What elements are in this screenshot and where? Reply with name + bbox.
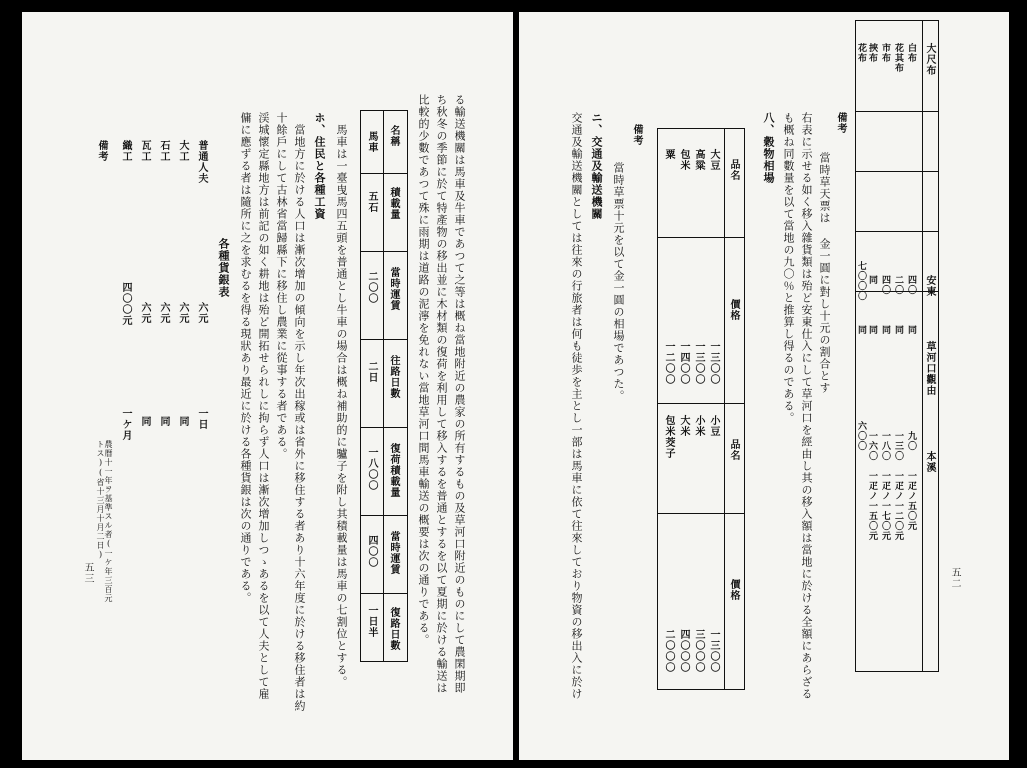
remark-line: 當時草天票は 金一圓に對し十元の割合とす xyxy=(818,152,831,394)
table-cell: 市布 xyxy=(880,43,890,63)
table-cell: 四〇〇 xyxy=(366,535,377,568)
table-divider xyxy=(724,129,725,689)
wage-period: 同 xyxy=(158,416,169,427)
price-table xyxy=(855,20,939,672)
table-cell: 四〇 xyxy=(880,275,890,295)
table-cell: 粟 xyxy=(663,149,674,160)
wage-period: 同 xyxy=(177,416,188,427)
wage-value: 六元 xyxy=(177,302,188,324)
remark-label: 備考 xyxy=(835,112,846,134)
left-page xyxy=(22,12,513,760)
table-cell: 二日 xyxy=(366,361,377,383)
table-divider xyxy=(383,111,384,661)
wage-name: 織工 xyxy=(120,140,131,162)
table-divider xyxy=(361,251,407,252)
wage-name: 大工 xyxy=(177,140,188,162)
table-cell: 二〇 xyxy=(893,275,903,295)
remark-line: も概ね同數量を以て當地の九〇％と推算し得るのである。 xyxy=(782,112,795,424)
table-cell: 小豆 xyxy=(708,415,719,437)
table-cell: 一八〇〇 xyxy=(366,447,377,491)
table-cell: 大豆 xyxy=(708,149,719,171)
table-divider xyxy=(856,171,938,172)
table-cell: 同 xyxy=(906,325,916,335)
section-title: 八、穀物相場 xyxy=(762,112,775,184)
table-header: 品名 xyxy=(728,439,739,461)
remark-text: 農曆十一年ヲ基準スル者(一ケ年三百元トス)(省十三月十月二日) xyxy=(96,440,113,603)
table-cell: 一三〇〇 xyxy=(693,341,704,385)
grain-table xyxy=(657,128,745,690)
wage-value: 六元 xyxy=(139,302,150,324)
table-cell: 一三〇〇 xyxy=(708,629,719,673)
remark-label: 備考 xyxy=(96,140,107,162)
table-cell: 一八〇 xyxy=(880,431,890,461)
table-header: 當時運賃 xyxy=(388,531,399,575)
table-cell: 包米 xyxy=(678,149,689,171)
table-cell: 花布 xyxy=(856,43,866,63)
table-cell: 一三〇 xyxy=(893,431,903,461)
table-header: 價格 xyxy=(728,299,739,321)
table-cell: 馬車 xyxy=(366,131,377,153)
paragraph-line: 十餘戶にして古林省當歸縣下に移住し農業に從事する者である。 xyxy=(275,112,288,460)
paragraph-line: 馬車は一臺曳馬四五頭を普通とし牛車の場合は概ね補助的に驢子を附し其積載量は馬車の七割位とする。 xyxy=(335,124,348,688)
remark-line: 右表に示せる如く移入雜貨類は殆ど安東仕入にして草河口を經由し其の移入額は當地に於ける全額にあらざる xyxy=(800,112,813,700)
table-cell: 一三〇〇 xyxy=(708,341,719,385)
table-cell: 一日半 xyxy=(366,605,377,638)
table-cell: 一六〇 xyxy=(867,431,877,461)
table-divider xyxy=(658,513,744,514)
table-cell: 包米茭子 xyxy=(663,415,674,459)
transport-table xyxy=(360,110,408,662)
page-number: 五三 xyxy=(82,562,93,584)
table-header: 價格 xyxy=(728,579,739,601)
table-cell: 挾布 xyxy=(867,43,877,63)
table-header: 安東 xyxy=(924,275,935,297)
paragraph-line: 交通及輸送機關としては往來の行旅者は何も徒歩を主とし一部は馬車に依て往來しており物資の移出入に於け xyxy=(570,112,583,700)
wage-value: 六元 xyxy=(196,302,207,324)
table-cell: 一疋ノ一五〇元 xyxy=(867,471,877,541)
paragraph-line: る輸送機關は馬車及牛車であつて之等は概ね當地附近の農家の所有するもの及草河口附近のものにして農閑期即 xyxy=(453,94,466,694)
table-header: 復路日數 xyxy=(388,607,399,651)
table-cell: 六〇〇 xyxy=(856,421,866,451)
table-cell: 大米 xyxy=(678,415,689,437)
remark-line: 當時草票十元を以て金一圓の相場であつた。 xyxy=(612,162,625,402)
paragraph-line: 渓城懷定縣地方は前記の如く耕地は殆ど開拓せられしに拘らず人口は漸次增加しつゝあるを以て人夫として雇 xyxy=(257,112,270,700)
table-header: 本溪 xyxy=(924,451,935,473)
table-header: 當時運賃 xyxy=(388,267,399,311)
table-cell: 一疋ノ五〇元 xyxy=(906,471,916,531)
wage-name: 石工 xyxy=(158,140,169,162)
paragraph-line: 傭に應ずる者は隨所に之を求むるを得る現狀あり最近に於ける各種貨銀は次の通りである。 xyxy=(239,112,252,604)
table-header: 草河口觀由 xyxy=(924,341,935,396)
table-cell: 四〇〇〇 xyxy=(678,629,689,673)
table-cell: 小米 xyxy=(693,415,704,437)
table-header: 大尺布 xyxy=(924,43,935,76)
wage-value: 四〇〇元 xyxy=(120,282,131,326)
wage-value: 六元 xyxy=(158,302,169,324)
table-divider xyxy=(361,339,407,340)
table-cell: 一疋ノ一二〇元 xyxy=(893,471,903,541)
section-title: ホ、住民と各種工資 xyxy=(313,112,326,220)
table-divider xyxy=(361,173,407,174)
table-header: 積載量 xyxy=(388,187,399,220)
remark-label: 備考 xyxy=(631,124,642,146)
wage-table-title: 各種貨銀表 xyxy=(217,238,230,298)
table-cell: 四〇 xyxy=(906,275,916,295)
section-title: ニ、交通及輸送機關 xyxy=(590,112,603,220)
table-divider xyxy=(361,515,407,516)
paragraph-line: 比較的少數であつて殊に雨期は道路の泥濘を免れない當地草河口間馬車輸送の概要は次の通りである。 xyxy=(417,94,430,646)
wage-period: 同 xyxy=(139,416,150,427)
table-cell: 花其布 xyxy=(893,43,903,73)
page-number: 五二 xyxy=(949,567,960,589)
table-header: 名稱 xyxy=(388,125,399,147)
table-cell: 同 xyxy=(867,325,877,335)
table-cell: 一二〇〇 xyxy=(663,341,674,385)
table-cell: 七〇〇〇 xyxy=(856,261,866,301)
wage-name: 普通人夫 xyxy=(196,140,207,184)
right-page xyxy=(519,12,1009,760)
wage-period: 一日 xyxy=(196,408,207,430)
table-cell: 同 xyxy=(893,325,903,335)
table-divider xyxy=(658,237,744,238)
table-header: 品名 xyxy=(728,159,739,181)
table-header: 往路日數 xyxy=(388,355,399,399)
table-cell: 三〇〇〇 xyxy=(693,629,704,673)
table-divider xyxy=(361,427,407,428)
table-cell: 二〇〇〇 xyxy=(663,629,674,673)
table-divider xyxy=(658,403,744,404)
table-cell: 同 xyxy=(856,325,866,335)
table-cell: 同 xyxy=(880,325,890,335)
table-divider xyxy=(856,231,938,232)
table-divider xyxy=(361,593,407,594)
table-header: 復荷積載量 xyxy=(388,443,399,498)
table-cell: 一疋ノ一七〇元 xyxy=(880,471,890,541)
wage-period: 一ケ月 xyxy=(120,408,131,441)
table-cell: 同 xyxy=(867,275,877,285)
table-cell: 高粱 xyxy=(693,149,704,171)
table-cell: 九〇 xyxy=(906,431,916,451)
wage-name: 瓦工 xyxy=(139,140,150,162)
table-divider xyxy=(856,111,938,112)
table-cell: 五石 xyxy=(366,191,377,213)
table-cell: 一四〇〇 xyxy=(678,341,689,385)
paragraph-line: ち秋冬の季節に於て特產物の移出並に木材類の復荷を利用して移入するを普通とするを以て夏期に於ける輸送は xyxy=(435,94,448,694)
table-cell: 二〇〇 xyxy=(366,271,377,304)
table-divider xyxy=(922,21,923,671)
table-cell: 白布 xyxy=(906,43,916,63)
paragraph-line: 當地方に於ける人口は漸次增加の傾向を示し年次出稼或は省外に移住する者あり十六年度に於ける移住者は約 xyxy=(293,124,306,712)
